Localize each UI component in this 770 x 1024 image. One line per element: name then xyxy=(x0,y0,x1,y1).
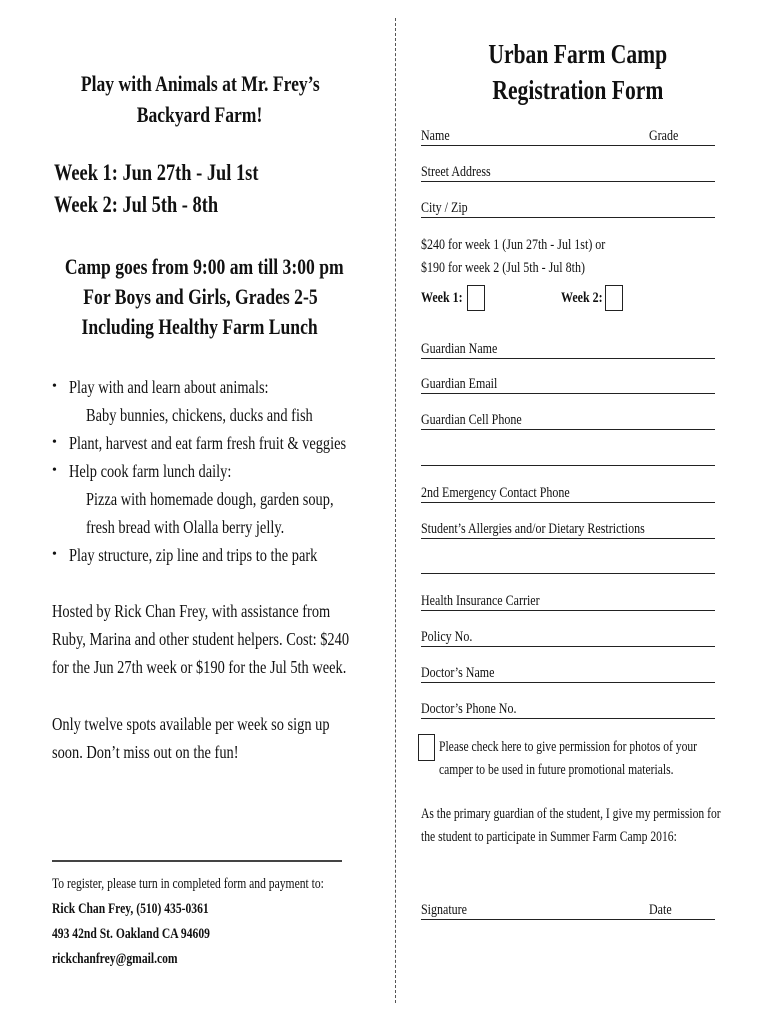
doctor-name-field[interactable]: Doctor’s Name xyxy=(421,664,715,683)
guardian-cell-field[interactable]: Guardian Cell Phone xyxy=(421,411,715,430)
list-item: fresh bread with Olalla berry jelly. xyxy=(86,517,285,537)
signature-label: Signature xyxy=(421,902,467,918)
register-intro: To register, please turn in completed form and payment to: xyxy=(52,876,324,892)
allergies-extra-line[interactable] xyxy=(421,555,715,574)
pricing-text: $240 for week 1 (Jun 27th - Jul 1st) or $190 for week 2 (Jul 5th - Jul 8th) xyxy=(421,237,606,276)
camp-lunch: Including Healthy Farm Lunch xyxy=(81,314,319,339)
contact-address: 493 42nd St. Oakland CA 94609 xyxy=(52,926,210,942)
doctor-phone-field[interactable]: Doctor’s Phone No. xyxy=(421,700,715,719)
guardian-consent-text: As the primary guardian of the student, I give my permission for the student to participate in Summer Farm Camp 2016: xyxy=(421,806,721,845)
insurance-carrier-field[interactable]: Health Insurance Carrier xyxy=(421,592,715,611)
name-label: Name xyxy=(421,128,450,144)
street-address-field[interactable]: Street Address xyxy=(421,163,715,182)
activities-list xyxy=(52,373,382,569)
policy-number-field[interactable]: Policy No. xyxy=(421,628,715,647)
list-item: • Play structure, zip line and trips to the park xyxy=(52,541,382,569)
camp-hours: Camp goes from 9:00 am till 3:00 pm xyxy=(64,254,344,279)
guardian-extra-line[interactable] xyxy=(421,447,715,466)
bullet-icon: • xyxy=(52,379,57,394)
form-title-line-2: Registration Form xyxy=(492,75,663,105)
register-divider xyxy=(52,860,342,862)
register-contact xyxy=(52,872,392,972)
week-2-checkbox[interactable] xyxy=(605,285,623,311)
grade-label: Grade xyxy=(649,128,679,144)
week-1-dates: Week 1: Jun 27th - Jul 1st xyxy=(54,160,259,185)
flyer-headline-line-1: Play with Animals at Mr. Frey’s xyxy=(80,71,320,96)
bullet-icon: • xyxy=(52,547,57,562)
camp-grades: For Boys and Girls, Grades 2-5 xyxy=(82,284,318,309)
list-item: • Help cook farm lunch daily: xyxy=(52,457,382,485)
allergies-field[interactable]: Student’s Allergies and/or Dietary Restrictions xyxy=(421,520,715,539)
city-zip-field[interactable]: City / Zip xyxy=(421,199,715,218)
name-grade-field[interactable] xyxy=(421,127,715,146)
flyer-headline xyxy=(30,68,370,130)
week-2-dates: Week 2: Jul 5th - 8th xyxy=(54,192,219,217)
form-title xyxy=(420,36,735,108)
cut-line-divider xyxy=(395,18,396,1003)
camp-info xyxy=(30,252,370,342)
emergency-contact-field[interactable]: 2nd Emergency Contact Phone xyxy=(421,484,715,503)
week-1-checkbox[interactable] xyxy=(467,285,485,311)
list-item: Baby bunnies, chickens, ducks and fish xyxy=(86,405,313,425)
guardian-email-field[interactable]: Guardian Email xyxy=(421,375,715,394)
list-item: • Play with and learn about animals: xyxy=(52,373,382,401)
form-title-line-1: Urban Farm Camp xyxy=(488,39,667,69)
photo-permission-text: Please check here to give permission for photos of your camper to be used in future promotional materials. xyxy=(439,739,698,778)
list-item: • Plant, harvest and eat farm fresh fruit & veggies xyxy=(52,429,382,457)
bullet-icon: • xyxy=(52,435,57,450)
week-1-label: Week 1: xyxy=(421,290,463,306)
spots-paragraph: Only twelve spots available per week so sign up soon. Don’t miss out on the fun! xyxy=(52,714,330,762)
bullet-icon: • xyxy=(52,463,57,478)
contact-email: rickchanfrey@gmail.com xyxy=(52,951,178,967)
list-item: Pizza with homemade dough, garden soup, xyxy=(86,489,334,509)
photo-permission-checkbox[interactable] xyxy=(418,734,435,761)
guardian-name-field[interactable]: Guardian Name xyxy=(421,340,715,359)
signature-date-field[interactable] xyxy=(421,901,715,920)
date-label: Date xyxy=(649,902,672,918)
week-2-label: Week 2: xyxy=(561,290,603,306)
contact-name-phone: Rick Chan Frey, (510) 435-0361 xyxy=(52,901,209,917)
hosted-by-paragraph: Hosted by Rick Chan Frey, with assistance from Ruby, Marina and other student helpers. Cost: $240 for the Jun 27th week or $190 for the Jul 5th week. xyxy=(52,601,350,677)
flyer-headline-line-2: Backyard Farm! xyxy=(137,102,263,127)
